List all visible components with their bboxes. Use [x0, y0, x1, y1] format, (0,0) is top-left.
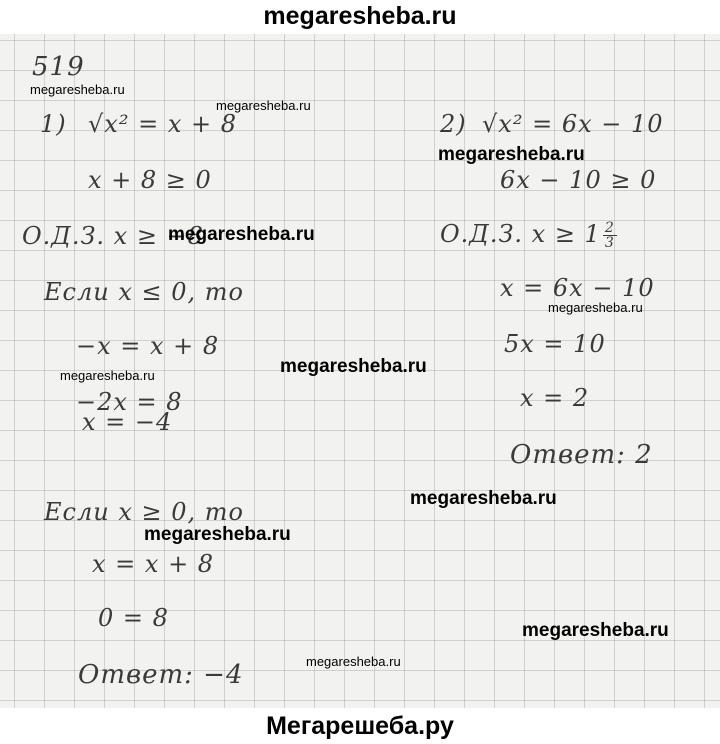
watermark: megaresheba.ru [144, 524, 291, 545]
site-footer: Мегарешеба.ру [0, 708, 720, 744]
part1-equation: √x² = x + 8 [88, 110, 237, 138]
part1-case2-line2: 0 = 8 [98, 604, 169, 632]
part2-equation: √x² = 6x − 10 [482, 110, 664, 138]
watermark: megaresheba.ru [522, 620, 669, 641]
watermark: megaresheba.ru [60, 368, 155, 383]
part1-domain: О.Д.З. x ≥ −8 [22, 222, 204, 250]
part2-domain-prefix: О.Д.З. x ≥ 1 [440, 220, 601, 248]
part2-condition: 6x − 10 ≥ 0 [500, 166, 657, 194]
watermark: megaresheba.ru [168, 224, 315, 245]
part2-line1: x = 6x − 10 [500, 274, 655, 302]
part2-label: 2) [440, 110, 467, 138]
part1-case1-intro: Если x ≤ 0, то [44, 278, 244, 306]
watermark: megaresheba.ru [280, 356, 427, 377]
watermark: megaresheba.ru [216, 98, 311, 113]
part2-answer: Ответ: 2 [510, 440, 653, 470]
watermark: megaresheba.ru [410, 488, 557, 509]
part1-answer: Ответ: −4 [78, 660, 244, 690]
site-header: megaresheba.ru [0, 0, 720, 34]
notebook-page [0, 34, 720, 708]
part1-case1-line2: −2x = 8 [76, 388, 183, 416]
watermark: megaresheba.ru [306, 654, 401, 669]
part2-domain-fraction [603, 221, 617, 250]
part1-case1-line3: x = −4 [82, 408, 173, 436]
part2-line3: x = 2 [520, 384, 590, 412]
watermark: megaresheba.ru [438, 144, 585, 165]
problem-number: 519 [32, 52, 85, 82]
watermark: megaresheba.ru [548, 300, 643, 315]
fraction-denominator: 3 [604, 235, 615, 251]
part1-case1-line1: −x = x + 8 [76, 332, 220, 360]
fraction-numerator: 2 [604, 220, 615, 236]
part1-label: 1) [40, 110, 67, 138]
part2-domain [440, 220, 617, 250]
part1-condition: x + 8 ≥ 0 [88, 166, 212, 194]
part1-case2-intro: Если x ≥ 0, то [44, 498, 244, 526]
watermark: megaresheba.ru [30, 82, 125, 97]
part1-case2-line1: x = x + 8 [92, 550, 215, 578]
part2-line2: 5x = 10 [504, 330, 606, 358]
